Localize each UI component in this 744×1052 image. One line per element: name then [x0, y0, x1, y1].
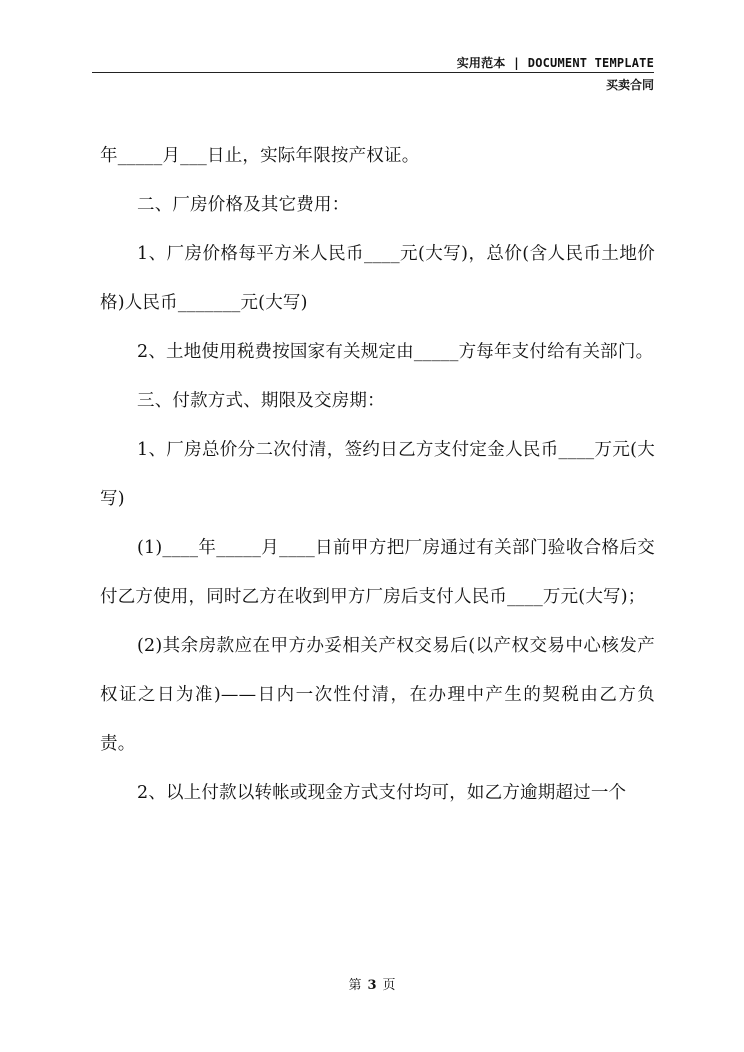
paragraph-payment-remaining: (2)其余房款应在甲方办妥相关产权交易后(以产权交易中心核发产权证之日为准)——日内一次性付清，在办理中产生的契税由乙方负责。 — [100, 636, 655, 754]
page-number: 3 — [367, 978, 377, 993]
header-divider — [92, 72, 654, 73]
paragraph-continuation: 年_____月___日止，实际年限按产权证。 — [100, 146, 420, 166]
header-subtitle: 买卖合同 — [605, 78, 654, 92]
page-footer — [0, 974, 744, 993]
paragraph-land-tax: 2、土地使用税费按国家有关规定由_____方每年支付给有关部门。 — [137, 342, 654, 362]
paragraph-payment-first: (1)____年_____月____日前甲方把厂房通过有关部门验收合格后交付乙方使用，同时乙方在收到甲方厂房后支付人民币____万元(大写)； — [100, 538, 655, 607]
section-heading-payment: 三、付款方式、期限及交房期： — [137, 391, 385, 411]
footer-suffix: 页 — [382, 978, 396, 993]
paragraph-payment-installments: 1、厂房总价分二次付清，签约日乙方支付定金人民币____万元(大写) — [100, 440, 655, 509]
section-heading-price: 二、厂房价格及其它费用： — [137, 195, 350, 215]
paragraph-price: 1、厂房价格每平方米人民币____元(大写)，总价(含人民币土地价格)人民币_______元(大写) — [100, 244, 655, 313]
paragraph-payment-method: 2、以上付款以转帐或现金方式支付均可，如乙方逾期超过一个 — [137, 783, 627, 803]
header-title: 实用范本 | DOCUMENT TEMPLATE — [456, 56, 654, 70]
document-body — [100, 132, 655, 818]
footer-prefix: 第 — [348, 978, 362, 993]
